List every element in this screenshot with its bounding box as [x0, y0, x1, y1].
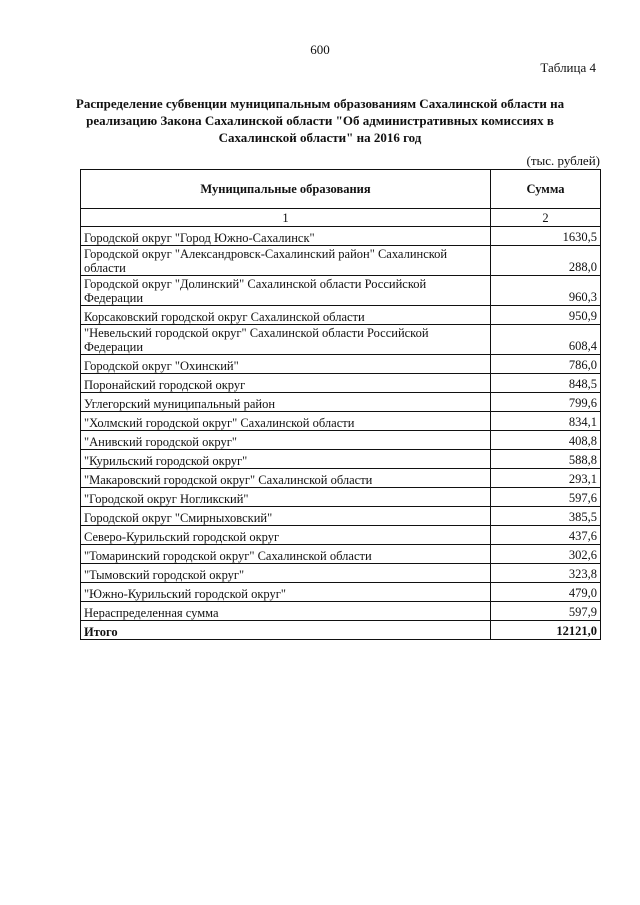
municipality-name: Городской округ "Долинский" Сахалинской области Российской Федерации: [81, 276, 491, 306]
municipality-sum: 479,0: [491, 583, 601, 602]
municipality-name: "Томаринский городской округ" Сахалинской области: [81, 545, 491, 564]
table-row: [81, 306, 601, 325]
table-row: [81, 507, 601, 526]
municipality-sum: 834,1: [491, 412, 601, 431]
table-row: [81, 227, 601, 246]
total-label: Итого: [81, 621, 491, 640]
column-number-row: [81, 209, 601, 227]
units-label: (тыс. рублей): [526, 153, 600, 168]
header-sum: Сумма: [491, 170, 601, 209]
header-municipalities: Муниципальные образования: [81, 170, 491, 209]
table-header-row: [81, 170, 601, 209]
municipality-sum: 608,4: [491, 325, 601, 355]
table-row: [81, 276, 601, 306]
table-row: [81, 246, 601, 276]
municipality-sum: 385,5: [491, 507, 601, 526]
municipality-sum: 288,0: [491, 246, 601, 276]
table-row: [81, 488, 601, 507]
table-row: [81, 545, 601, 564]
table-row: [81, 583, 601, 602]
municipality-name: Городской округ "Александровск-Сахалинский район" Сахалинской области: [81, 246, 491, 276]
total-sum: 12121,0: [491, 621, 601, 640]
municipality-name: Городской округ "Смирныховский": [81, 507, 491, 526]
table-row: [81, 431, 601, 450]
municipality-sum: 293,1: [491, 469, 601, 488]
municipality-name: "Макаровский городской округ" Сахалинской области: [81, 469, 491, 488]
document-title: Распределение субвенции муниципальным образованиям Сахалинской области на реализацию Закона Сахалинской области "Об административных комиссиях в Сахалинской области" на 2016 год: [75, 96, 565, 145]
municipality-sum: 799,6: [491, 393, 601, 412]
municipality-name: "Южно-Курильский городской округ": [81, 583, 491, 602]
municipality-name: "Курильский городской округ": [81, 450, 491, 469]
municipality-name: "Городской округ Ногликский": [81, 488, 491, 507]
municipality-sum: 960,3: [491, 276, 601, 306]
municipality-sum: 950,9: [491, 306, 601, 325]
municipality-name: "Невельский городской округ" Сахалинской области Российской Федерации: [81, 325, 491, 355]
municipality-sum: 848,5: [491, 374, 601, 393]
municipality-sum: 323,8: [491, 564, 601, 583]
table-row: [81, 355, 601, 374]
municipality-sum: 786,0: [491, 355, 601, 374]
municipality-name: Корсаковский городской округ Сахалинской области: [81, 306, 491, 325]
municipality-sum: 597,6: [491, 488, 601, 507]
municipality-name: Городской округ "Охинский": [81, 355, 491, 374]
table-row: [81, 374, 601, 393]
table-row: [81, 469, 601, 488]
municipality-sum: 408,8: [491, 431, 601, 450]
subsidy-table: [80, 169, 601, 640]
column-number-1: 1: [81, 209, 491, 227]
page-number: 600: [310, 42, 330, 57]
municipality-sum: 597,9: [491, 602, 601, 621]
municipality-name: Северо-Курильский городской округ: [81, 526, 491, 545]
municipality-sum: 302,6: [491, 545, 601, 564]
municipality-name: Городской округ "Город Южно-Сахалинск": [81, 227, 491, 246]
table-row: [81, 393, 601, 412]
total-row: [81, 621, 601, 640]
municipality-name: Нераспределенная сумма: [81, 602, 491, 621]
municipality-name: "Тымовский городской округ": [81, 564, 491, 583]
municipality-name: Поронайский городской округ: [81, 374, 491, 393]
table-row: [81, 602, 601, 621]
table-row: [81, 564, 601, 583]
municipality-name: "Анивский городской округ": [81, 431, 491, 450]
table-row: [81, 450, 601, 469]
municipality-name: "Холмский городской округ" Сахалинской области: [81, 412, 491, 431]
municipality-sum: 437,6: [491, 526, 601, 545]
table-row: [81, 325, 601, 355]
municipality-sum: 588,8: [491, 450, 601, 469]
municipality-name: Углегорский муниципальный район: [81, 393, 491, 412]
column-number-2: 2: [491, 209, 601, 227]
table-row: [81, 412, 601, 431]
table-label: Таблица 4: [540, 60, 596, 75]
municipality-sum: 1630,5: [491, 227, 601, 246]
table-row: [81, 526, 601, 545]
